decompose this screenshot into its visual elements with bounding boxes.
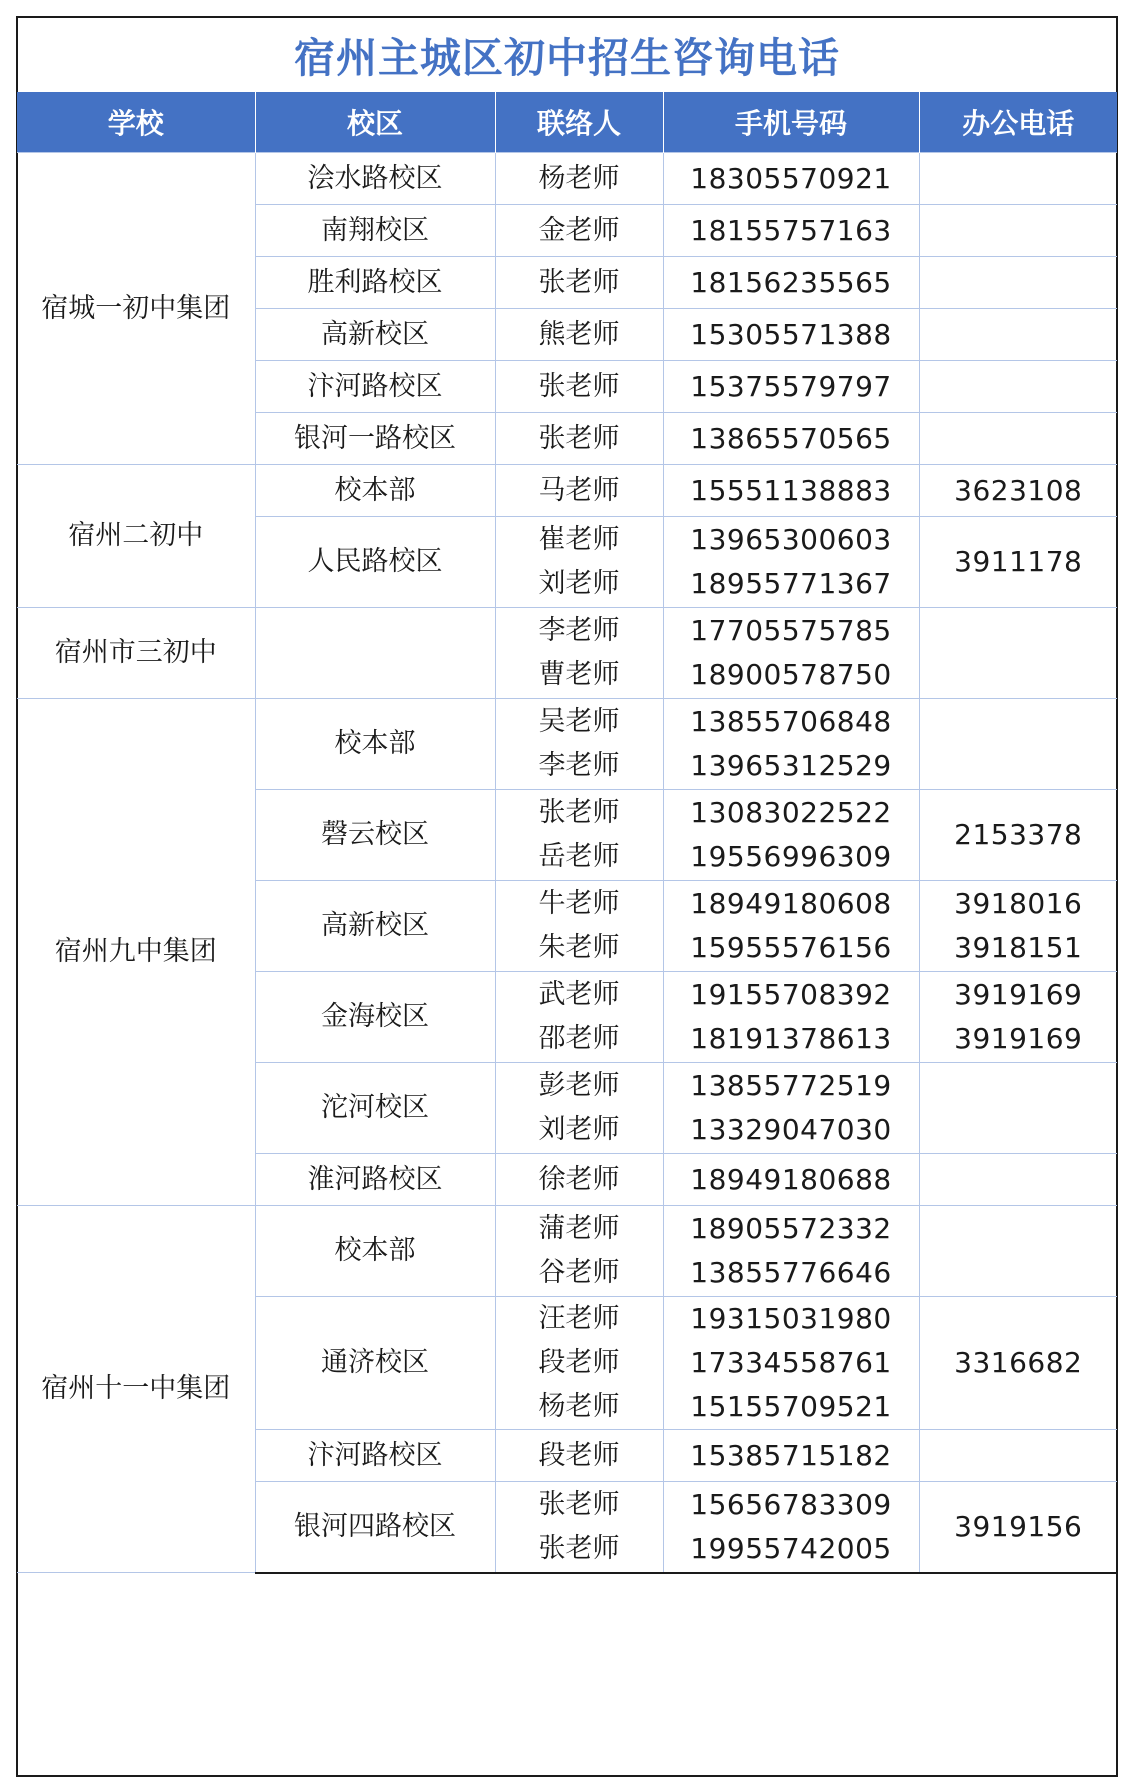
campus-cell: 人民路校区 — [255, 517, 495, 608]
mobile-cell-line: 13329047030 — [690, 1113, 892, 1146]
contact-cell — [495, 205, 663, 257]
table-header-row — [17, 92, 1117, 153]
mobile-cell — [663, 257, 919, 309]
contact-cell — [495, 1154, 663, 1206]
table-row — [17, 1206, 1117, 1297]
mobile-cell — [663, 1063, 919, 1154]
contact-cell-line: 张老师 — [538, 1532, 620, 1564]
contact-cell — [495, 608, 663, 699]
campus-cell: 浍水路校区 — [255, 153, 495, 205]
office-phone-cell-line: 3919169 — [954, 978, 1083, 1011]
page-title: 宿州主城区初中招生咨询电话 — [294, 33, 840, 82]
office-phone-cell-line: 3919156 — [954, 1509, 1083, 1543]
contact-cell — [495, 465, 663, 517]
contact-cell-line: 杨老师 — [538, 162, 620, 194]
office-phone-cell-line: 3316682 — [954, 1346, 1083, 1379]
office-phone-cell — [919, 361, 1117, 413]
mobile-cell-line: 18191378613 — [690, 1022, 892, 1055]
campus-cell: 通济校区 — [255, 1297, 495, 1430]
contact-cell-line: 崔老师 — [538, 524, 620, 555]
contact-cell-line: 吴老师 — [538, 706, 620, 737]
contact-cell-line: 邵老师 — [538, 1023, 620, 1054]
mobile-cell — [663, 309, 919, 361]
mobile-cell-line: 18155757163 — [690, 213, 892, 247]
contact-cell-line: 李老师 — [538, 750, 620, 781]
contact-cell — [495, 1482, 663, 1573]
contact-cell-line: 朱老师 — [538, 932, 620, 963]
campus-cell: 高新校区 — [255, 881, 495, 972]
office-phone-cell — [919, 1482, 1117, 1573]
mobile-cell-line: 19155708392 — [690, 978, 892, 1011]
contact-cell-line: 岳老师 — [538, 841, 620, 872]
table-row — [17, 465, 1117, 517]
header-mobile: 手机号码 — [663, 92, 919, 153]
contact-cell-line: 蒲老师 — [538, 1213, 620, 1244]
mobile-cell — [663, 1482, 919, 1573]
office-phone-cell-line: 3918016 — [954, 887, 1083, 920]
contact-cell-line: 张老师 — [538, 1488, 620, 1520]
mobile-cell — [663, 413, 919, 465]
contact-cell — [495, 881, 663, 972]
school-cell: 宿州市三初中 — [17, 608, 255, 699]
contact-cell-line: 牛老师 — [538, 888, 620, 919]
contact-cell — [495, 309, 663, 361]
campus-cell: 胜利路校区 — [255, 257, 495, 309]
mobile-cell — [663, 153, 919, 205]
office-phone-cell — [919, 1154, 1117, 1206]
mobile-cell-line: 13965312529 — [690, 749, 892, 782]
contact-cell-line: 张老师 — [538, 370, 620, 402]
mobile-cell — [663, 881, 919, 972]
mobile-cell — [663, 1297, 919, 1430]
campus-cell: 南翔校区 — [255, 205, 495, 257]
mobile-cell-line: 13965300603 — [690, 523, 892, 556]
mobile-cell-line: 18949180688 — [690, 1162, 892, 1196]
mobile-cell-line: 13855776646 — [690, 1256, 892, 1289]
contact-cell — [495, 1063, 663, 1154]
campus-cell: 银河四路校区 — [255, 1482, 495, 1573]
mobile-cell-line: 15656783309 — [690, 1487, 892, 1521]
mobile-cell-line: 15155709521 — [690, 1390, 892, 1423]
mobile-cell-line: 13083022522 — [690, 796, 892, 829]
campus-cell: 校本部 — [255, 465, 495, 517]
campus-cell: 淮河路校区 — [255, 1154, 495, 1206]
table-row — [17, 699, 1117, 790]
contact-cell-line: 张老师 — [538, 797, 620, 828]
contact-cell-line: 金老师 — [538, 214, 620, 246]
mobile-cell — [663, 972, 919, 1063]
office-phone-cell — [919, 309, 1117, 361]
mobile-cell — [663, 699, 919, 790]
mobile-cell-line: 19315031980 — [690, 1302, 892, 1335]
office-phone-cell — [919, 517, 1117, 608]
office-phone-cell — [919, 257, 1117, 309]
contact-cell-line: 徐老师 — [538, 1163, 620, 1195]
mobile-cell-line: 18156235565 — [690, 265, 892, 299]
mobile-cell-line: 17705575785 — [690, 614, 892, 647]
contact-cell-line: 段老师 — [538, 1347, 620, 1378]
contact-cell-line: 段老师 — [538, 1439, 620, 1471]
contact-cell — [495, 153, 663, 205]
table-row — [17, 608, 1117, 699]
office-phone-cell — [919, 881, 1117, 972]
campus-cell: 校本部 — [255, 1206, 495, 1297]
mobile-cell-line: 15375579797 — [690, 369, 892, 403]
office-phone-cell — [919, 1430, 1117, 1482]
header-campus: 校区 — [255, 92, 495, 153]
contact-cell — [495, 1430, 663, 1482]
mobile-cell-line: 15551138883 — [690, 473, 892, 507]
contact-cell-line: 马老师 — [538, 474, 620, 506]
mobile-cell-line: 13855772519 — [690, 1069, 892, 1102]
school-cell: 宿州十一中集团 — [17, 1206, 255, 1573]
school-cell: 宿城一初中集团 — [17, 153, 255, 465]
contact-cell-line: 曹老师 — [538, 659, 620, 690]
contact-cell-line: 杨老师 — [538, 1391, 620, 1422]
contact-cell-line: 张老师 — [538, 266, 620, 298]
office-phone-cell — [919, 205, 1117, 257]
office-phone-cell-line: 2153378 — [954, 818, 1083, 851]
office-phone-cell — [919, 1063, 1117, 1154]
campus-cell: 汴河路校区 — [255, 361, 495, 413]
contact-cell-line: 刘老师 — [538, 1114, 620, 1145]
contact-cell — [495, 699, 663, 790]
contact-cell — [495, 361, 663, 413]
mobile-cell — [663, 1154, 919, 1206]
office-phone-cell — [919, 699, 1117, 790]
contact-cell — [495, 1206, 663, 1297]
contact-cell-line: 谷老师 — [538, 1257, 620, 1288]
contact-cell-line: 熊老师 — [538, 318, 620, 350]
campus-cell: 高新校区 — [255, 309, 495, 361]
office-phone-cell — [919, 1206, 1117, 1297]
mobile-cell — [663, 205, 919, 257]
mobile-cell — [663, 1206, 919, 1297]
contact-cell-line: 李老师 — [538, 615, 620, 646]
mobile-cell-line: 18955771367 — [690, 567, 892, 600]
campus-cell: 银河一路校区 — [255, 413, 495, 465]
mobile-cell-line: 18905572332 — [690, 1212, 892, 1245]
contact-cell-line: 武老师 — [538, 979, 620, 1010]
mobile-cell — [663, 465, 919, 517]
campus-cell — [255, 608, 495, 699]
office-phone-cell — [919, 608, 1117, 699]
mobile-cell-line: 15955576156 — [690, 931, 892, 964]
mobile-cell — [663, 608, 919, 699]
office-phone-cell-line: 3623108 — [954, 473, 1083, 507]
office-phone-cell-line: 3918151 — [954, 931, 1083, 964]
office-phone-cell — [919, 413, 1117, 465]
contact-cell — [495, 1297, 663, 1430]
table-row — [17, 153, 1117, 205]
campus-cell: 沱河校区 — [255, 1063, 495, 1154]
contact-cell — [495, 790, 663, 881]
office-phone-cell — [919, 465, 1117, 517]
contact-cell — [495, 517, 663, 608]
office-phone-cell-line: 3911178 — [954, 545, 1083, 578]
mobile-cell — [663, 361, 919, 413]
mobile-cell — [663, 517, 919, 608]
header-office-phone: 办公电话 — [919, 92, 1117, 153]
campus-cell: 磬云校区 — [255, 790, 495, 881]
mobile-cell-line: 15305571388 — [690, 317, 892, 351]
campus-cell: 校本部 — [255, 699, 495, 790]
header-contact: 联络人 — [495, 92, 663, 153]
school-cell: 宿州九中集团 — [17, 699, 255, 1206]
mobile-cell-line: 19556996309 — [690, 840, 892, 873]
table-body — [17, 153, 1117, 1573]
campus-cell: 汴河路校区 — [255, 1430, 495, 1482]
contact-cell-line: 刘老师 — [538, 568, 620, 599]
mobile-cell-line: 13865570565 — [690, 421, 892, 455]
contact-cell — [495, 972, 663, 1063]
office-phone-cell — [919, 790, 1117, 881]
mobile-cell-line: 18949180608 — [690, 887, 892, 920]
mobile-cell — [663, 790, 919, 881]
contact-cell-line: 彭老师 — [538, 1070, 620, 1101]
school-cell: 宿州二初中 — [17, 465, 255, 608]
mobile-cell-line: 17334558761 — [690, 1346, 892, 1379]
mobile-cell-line: 18305570921 — [690, 161, 892, 195]
mobile-cell — [663, 1430, 919, 1482]
header-school: 学校 — [17, 92, 255, 153]
contact-table — [17, 92, 1117, 1574]
office-phone-cell — [919, 153, 1117, 205]
mobile-cell-line: 19955742005 — [690, 1531, 892, 1565]
office-phone-cell — [919, 972, 1117, 1063]
contact-cell — [495, 413, 663, 465]
office-phone-cell — [919, 1297, 1117, 1430]
mobile-cell-line: 15385715182 — [690, 1438, 892, 1472]
contact-cell — [495, 257, 663, 309]
office-phone-cell-line: 3919169 — [954, 1022, 1083, 1055]
mobile-cell-line: 18900578750 — [690, 658, 892, 691]
mobile-cell-line: 13855706848 — [690, 705, 892, 738]
campus-cell: 金海校区 — [255, 972, 495, 1063]
contact-cell-line: 汪老师 — [538, 1303, 620, 1334]
contact-cell-line: 张老师 — [538, 422, 620, 454]
